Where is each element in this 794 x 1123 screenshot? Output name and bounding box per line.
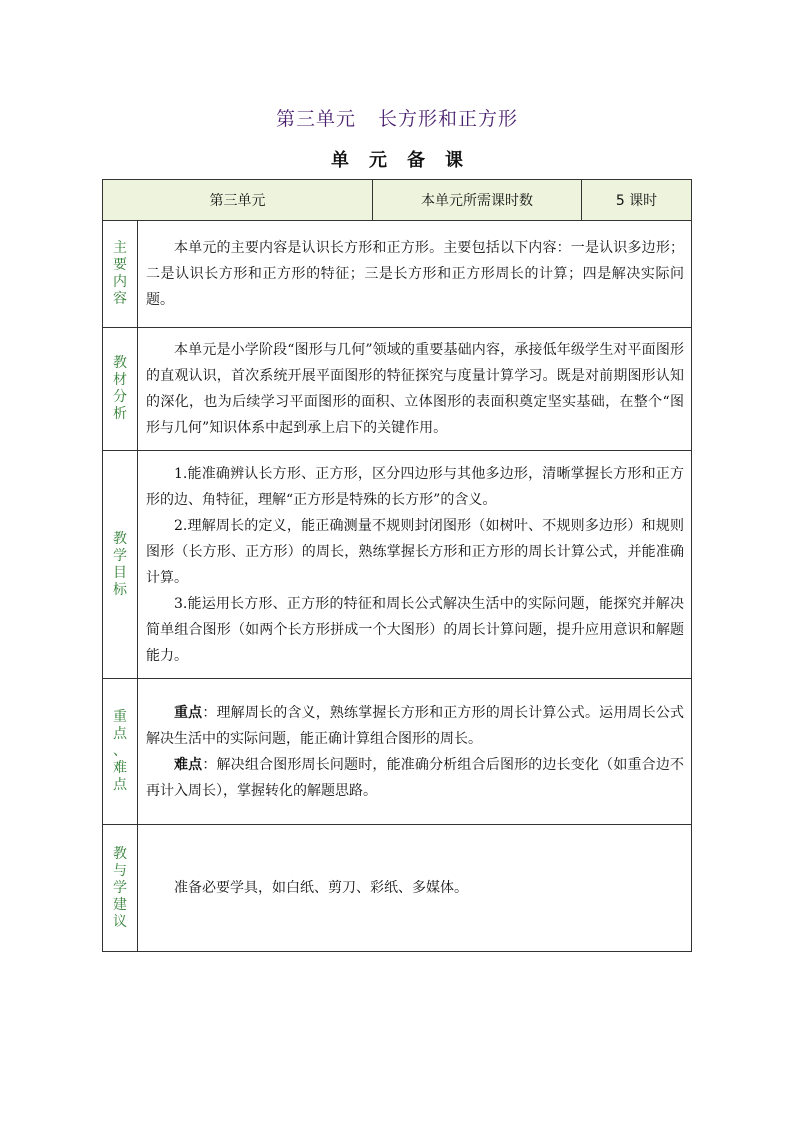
row-goals — [103, 451, 692, 679]
key-point-text: ：理解周长的含义，熟练掌握长方形和正方形的周长计算公式。运用周长公式解决生活中的实际问题，能正确计算组合图形的周长。 — [146, 704, 684, 747]
page-subtitle: 单元备课 — [331, 150, 483, 171]
difficult-point — [146, 752, 684, 804]
lesson-plan-table — [102, 179, 692, 952]
goal-item: 2.理解周长的定义，能正确测量不规则封闭图形（如树叶、不规则多边形）和规则图形（长方形、正方形）的周长，熟练掌握长方形和正方形的周长计算公式，并能准确计算。 — [146, 517, 684, 586]
analysis-text: 本单元是小学阶段“图形与几何”领域的重要基础内容，承接低年级学生对平面图形的直观认识，首次系统开展平面图形的特征探究与度量计算学习。既是对前期图形认知的深化，也为后续学习平面图形的面积、立体图形的表面积奠定坚实基础，在整个“图形与几何”知识体系中起到承上启下的关键作用。 — [146, 342, 684, 436]
row-keypoints — [103, 679, 692, 825]
title-unit: 第三单元 — [275, 108, 356, 130]
title-topic: 长方形和正方形 — [378, 108, 519, 130]
difficult-point-label: 难点 — [174, 756, 203, 773]
row-analysis — [103, 328, 692, 451]
goal-item: 1.能准确辨认长方形、正方形，区分四边形与其他多边形，清晰掌握长方形和正方形的边、角特征，理解“正方形是特殊的长方形”的含义。 — [146, 465, 684, 508]
side-label-content: 主 要 内 容 — [103, 221, 138, 328]
analysis-cell — [138, 328, 692, 451]
row-suggestions — [103, 825, 692, 952]
content-text: 本单元的主要内容是认识长方形和正方形。主要包括以下内容：一是认识多边形；二是认识长方形和正方形的特征；三是长方形和正方形周长的计算；四是解决实际问题。 — [146, 240, 684, 308]
header-unit: 第三单元 — [103, 180, 373, 221]
header-hours-label: 本单元所需课时数 — [373, 180, 582, 221]
header-hours-value: 5 课时 — [582, 180, 692, 221]
difficult-point-text: ：解决组合图形周长问题时，能准确分析组合后图形的边长变化（如重合边不再计入周长），掌握转化的解题思路。 — [146, 756, 684, 799]
suggestions-text: 准备必要学具，如白纸、剪刀、彩纸、多媒体。 — [174, 880, 468, 896]
page-title — [0, 104, 794, 131]
side-label-suggestions: 教 与 学 建 议 — [103, 825, 138, 952]
content-cell — [138, 221, 692, 328]
header-row — [103, 180, 692, 221]
key-point-label: 重点 — [174, 704, 203, 721]
goals-cell — [138, 451, 692, 679]
side-label-keypoints: 重 点 、 难 点 — [103, 679, 138, 825]
key-point — [146, 700, 684, 752]
goal-item: 3.能运用长方形、正方形的特征和周长公式解决生活中的实际问题，能探究并解决简单组合图形（如两个长方形拼成一个大图形）的周长计算问题，提升应用意识和解题能力。 — [146, 595, 684, 664]
row-content — [103, 221, 692, 328]
side-label-goals: 教 学 目 标 — [103, 451, 138, 679]
side-label-analysis: 教 材 分 析 — [103, 328, 138, 451]
suggestions-cell — [138, 825, 692, 952]
keypoints-cell — [138, 679, 692, 825]
